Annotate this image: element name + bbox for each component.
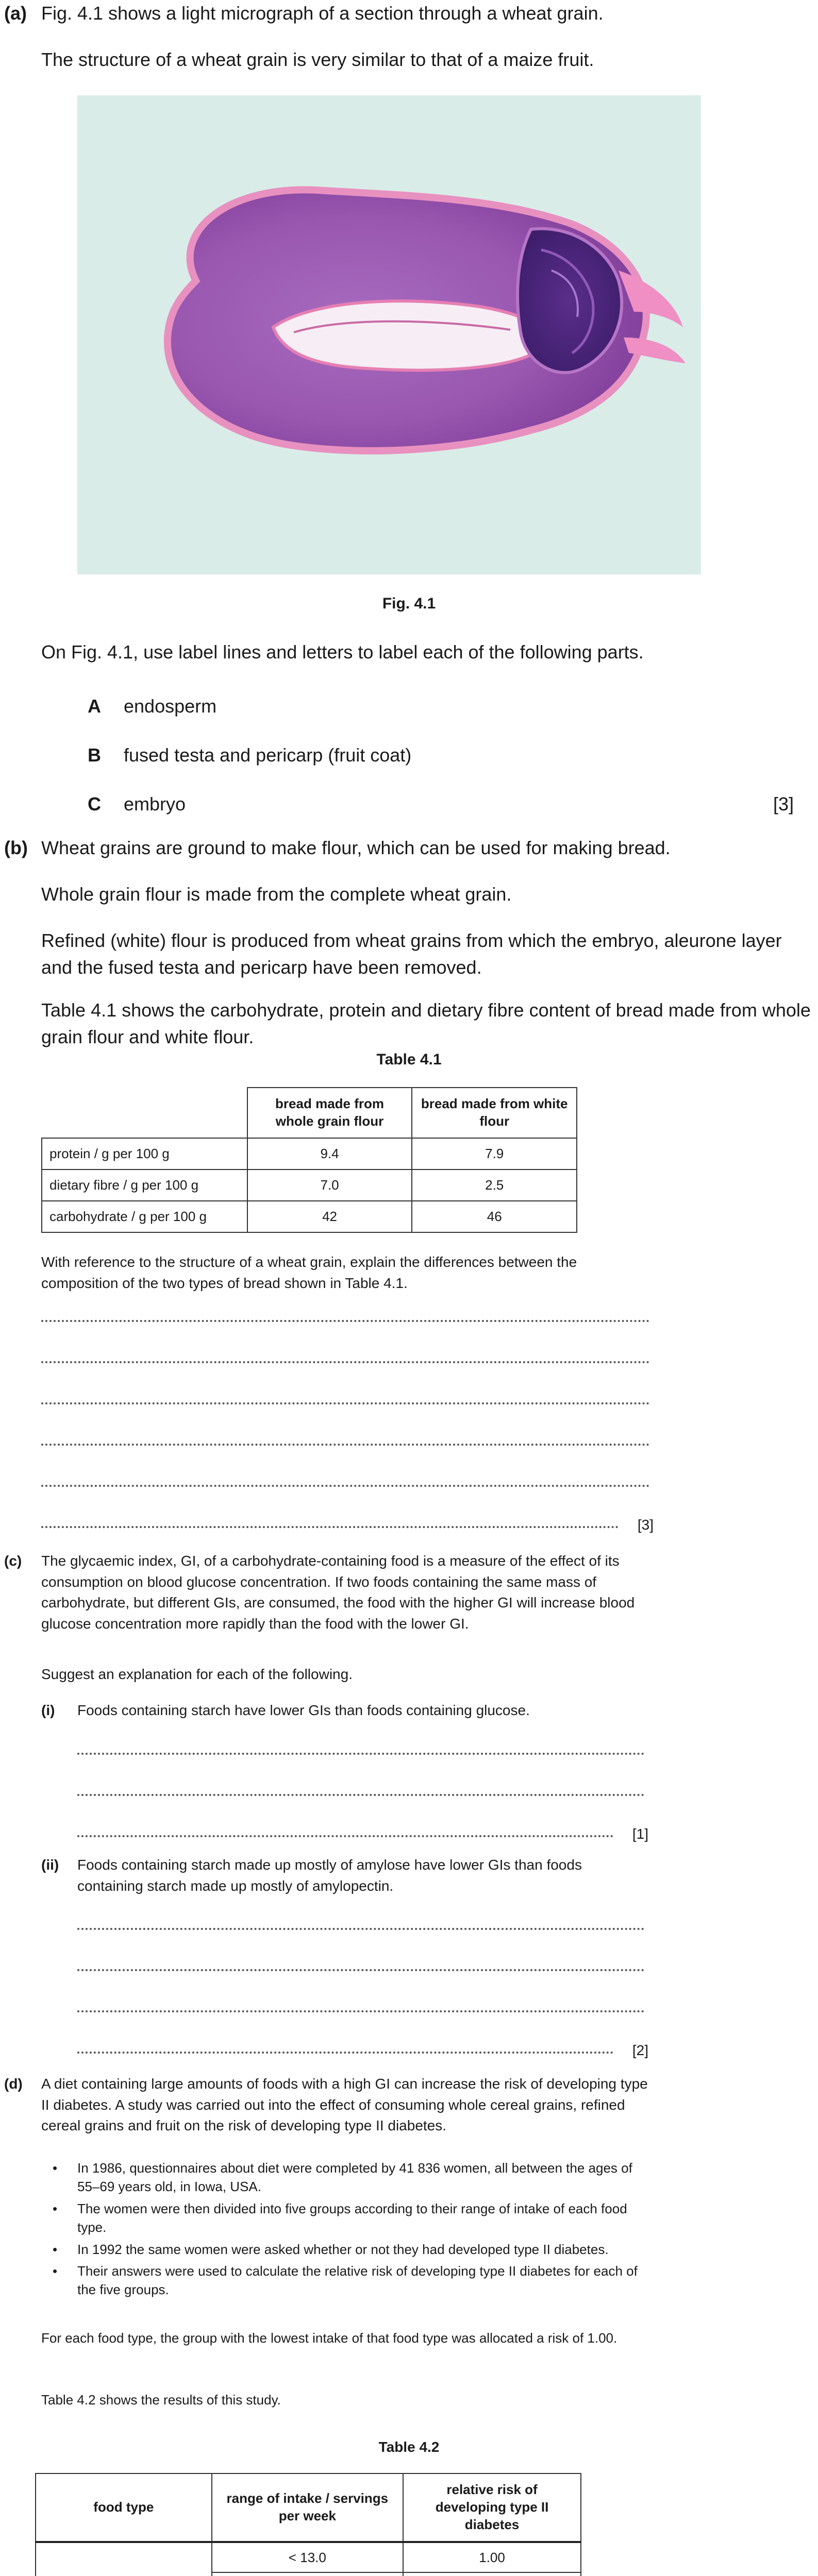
- table-4-2-header-risk: relative risk of developing type II diabetes: [403, 2473, 581, 2542]
- list-item: • The women were then divided into five groups according to their range of intake of each food type.: [41, 2199, 649, 2237]
- answer-line[interactable]: [41, 1494, 654, 1535]
- part-b-p1: Wheat grains are ground to make flour, which can be used for making bread.: [41, 837, 671, 858]
- list-item: • In 1986, questionnaires about diet were completed by 41 836 women, all between the ages of 55–69 years old, in Iowa, USA.: [41, 2159, 649, 2196]
- table-cell: protein / g per 100 g: [42, 1138, 247, 1170]
- answer-line[interactable]: [77, 1721, 644, 1762]
- part-c-i-text: Foods containing starch have lower GIs than foods containing glucose.: [77, 1702, 530, 1718]
- fig-4-1-caption: Fig. 4.1: [382, 595, 436, 612]
- table-4-1-corner: [42, 1088, 247, 1138]
- part-d-allocation: For each food type, the group with the lowest intake of that food type was allocated a risk of 1.00.: [41, 2330, 617, 2346]
- wheat-grain-micrograph: [77, 95, 701, 574]
- part-d-table-intro: Table 4.2 shows the results of this study.: [41, 2392, 281, 2408]
- table-4-1-header-white: bread made from white flour: [412, 1088, 577, 1138]
- table-row: [42, 1201, 577, 1232]
- label-endosperm: endosperm: [124, 696, 217, 717]
- food-type-cell: [36, 2542, 212, 2576]
- table-cell: dietary fibre / g per 100 g: [42, 1170, 247, 1201]
- part-b-question: With reference to the structure of a wheat grain, explain the differences between the composition of the two types of bread shown in Table 4.1.: [41, 1254, 577, 1291]
- part-b-answer-lines: [41, 1288, 654, 1535]
- part-c-i-label: (i): [41, 1702, 55, 1718]
- table-cell: < 13.0: [212, 2542, 403, 2572]
- part-c-intro: The glycaemic index, GI, of a carbohydrate-containing food is a measure of the effect of its consumption on blood glucose concentration. If two foods containing the same mass of carbohydrate, but different GIs, are consumed, the food with the higher GI will increase blood glucose concentration more rapidly than the food with the lower GI.: [41, 1553, 635, 1632]
- table-cell: 42: [247, 1201, 412, 1232]
- part-a-instruction: On Fig. 4.1, use label lines and letters to label each of the following parts.: [41, 641, 644, 663]
- answer-line[interactable]: [77, 1978, 644, 2020]
- table-4-2-header-intake: range of intake / servings per week: [212, 2473, 403, 2542]
- table-cell: 7.0: [247, 1170, 412, 1201]
- label-fruit-coat: fused testa and pericarp (fruit coat): [124, 744, 412, 766]
- table-4-2: [35, 2473, 581, 2576]
- part-b-p2: Whole grain flour is made from the complete wheat grain.: [41, 884, 512, 905]
- table-cell: [212, 2572, 403, 2576]
- part-d-bullet-list: [41, 2159, 649, 2299]
- part-c-ii-label: (ii): [41, 1857, 59, 1873]
- table-4-1-title: Table 4.1: [376, 1051, 442, 1068]
- table-row: [36, 2542, 581, 2572]
- table-4-2-title: Table 4.2: [378, 2439, 440, 2455]
- answer-line[interactable]: [77, 1896, 644, 1937]
- table-4-2-header-food: food type: [36, 2473, 212, 2542]
- table-4-1-header-wholegrain: bread made from whole grain flour: [247, 1088, 412, 1138]
- label-letter-b: B: [88, 744, 101, 766]
- answer-line[interactable]: [41, 1453, 649, 1494]
- table-cell: 1.00: [403, 2542, 581, 2572]
- part-a-label: (a): [4, 3, 27, 24]
- answer-line[interactable]: [77, 1937, 644, 1978]
- list-item: • Their answers were used to calculate the relative risk of developing type II diabetes for each of the five groups.: [41, 2262, 649, 2299]
- answer-line[interactable]: [41, 1370, 649, 1412]
- table-row: [42, 1138, 577, 1170]
- table-cell: 7.9: [412, 1138, 577, 1170]
- answer-line[interactable]: [77, 1803, 648, 1844]
- answer-line[interactable]: [41, 1288, 649, 1329]
- table-cell: carbohydrate / g per 100 g: [42, 1201, 247, 1232]
- table-cell: 9.4: [247, 1138, 412, 1170]
- part-a-structure-text: The structure of a wheat grain is very similar to that of a maize fruit.: [41, 49, 594, 70]
- part-c-i-answer-lines: [77, 1721, 648, 1844]
- part-b-p3: Refined (white) flour is produced from wheat grains from which the embryo, aleurone layer and the fused testa and pericarp have been removed.: [41, 930, 782, 978]
- part-c-ii-text: Foods containing starch made up mostly of amylose have lower GIs than foods containing starch made up mostly of amylopectin.: [77, 1857, 582, 1894]
- answer-line[interactable]: [41, 1412, 649, 1453]
- label-embryo: embryo: [124, 793, 186, 815]
- part-c-suggest: Suggest an explanation for each of the following.: [41, 1666, 353, 1682]
- part-a-marks: [3]: [773, 793, 794, 815]
- part-c-ii-answer-lines: [77, 1896, 648, 2061]
- part-d-intro: A diet containing large amounts of foods with a high GI can increase the risk of developing type II diabetes. A study was carried out into the effect of consuming whole cereal grains, refined cereal grains and fruit on the risk of developing type II diabetes.: [41, 2076, 648, 2134]
- part-b-label: (b): [4, 837, 28, 858]
- answer-line[interactable]: [77, 2020, 648, 2061]
- part-a-intro: Fig. 4.1 shows a light micrograph of a section through a wheat grain.: [41, 3, 604, 24]
- answer-line[interactable]: [41, 1329, 649, 1370]
- table-cell: [403, 2572, 581, 2576]
- table-cell: 2.5: [412, 1170, 577, 1201]
- label-letter-a: A: [88, 696, 101, 717]
- part-b-marks: [3]: [636, 1517, 654, 1533]
- label-letter-c: C: [88, 793, 101, 815]
- table-row: [42, 1170, 577, 1201]
- table-4-1: [41, 1087, 577, 1233]
- list-item: • In 1992 the same women were asked whether or not they had developed type II diabetes.: [41, 2240, 649, 2259]
- micrograph-image: [77, 95, 701, 574]
- part-b-p4: Table 4.1 shows the carbohydrate, protein and dietary fibre content of bread made from whole grain flour and white flour.: [41, 999, 811, 1048]
- part-c-i-marks: [1]: [630, 1826, 648, 1842]
- answer-line[interactable]: [77, 1762, 644, 1803]
- part-d-label: (d): [4, 2076, 23, 2092]
- part-c-ii-marks: [2]: [630, 2042, 648, 2059]
- part-c-label: (c): [4, 1553, 22, 1569]
- table-cell: 46: [412, 1201, 577, 1232]
